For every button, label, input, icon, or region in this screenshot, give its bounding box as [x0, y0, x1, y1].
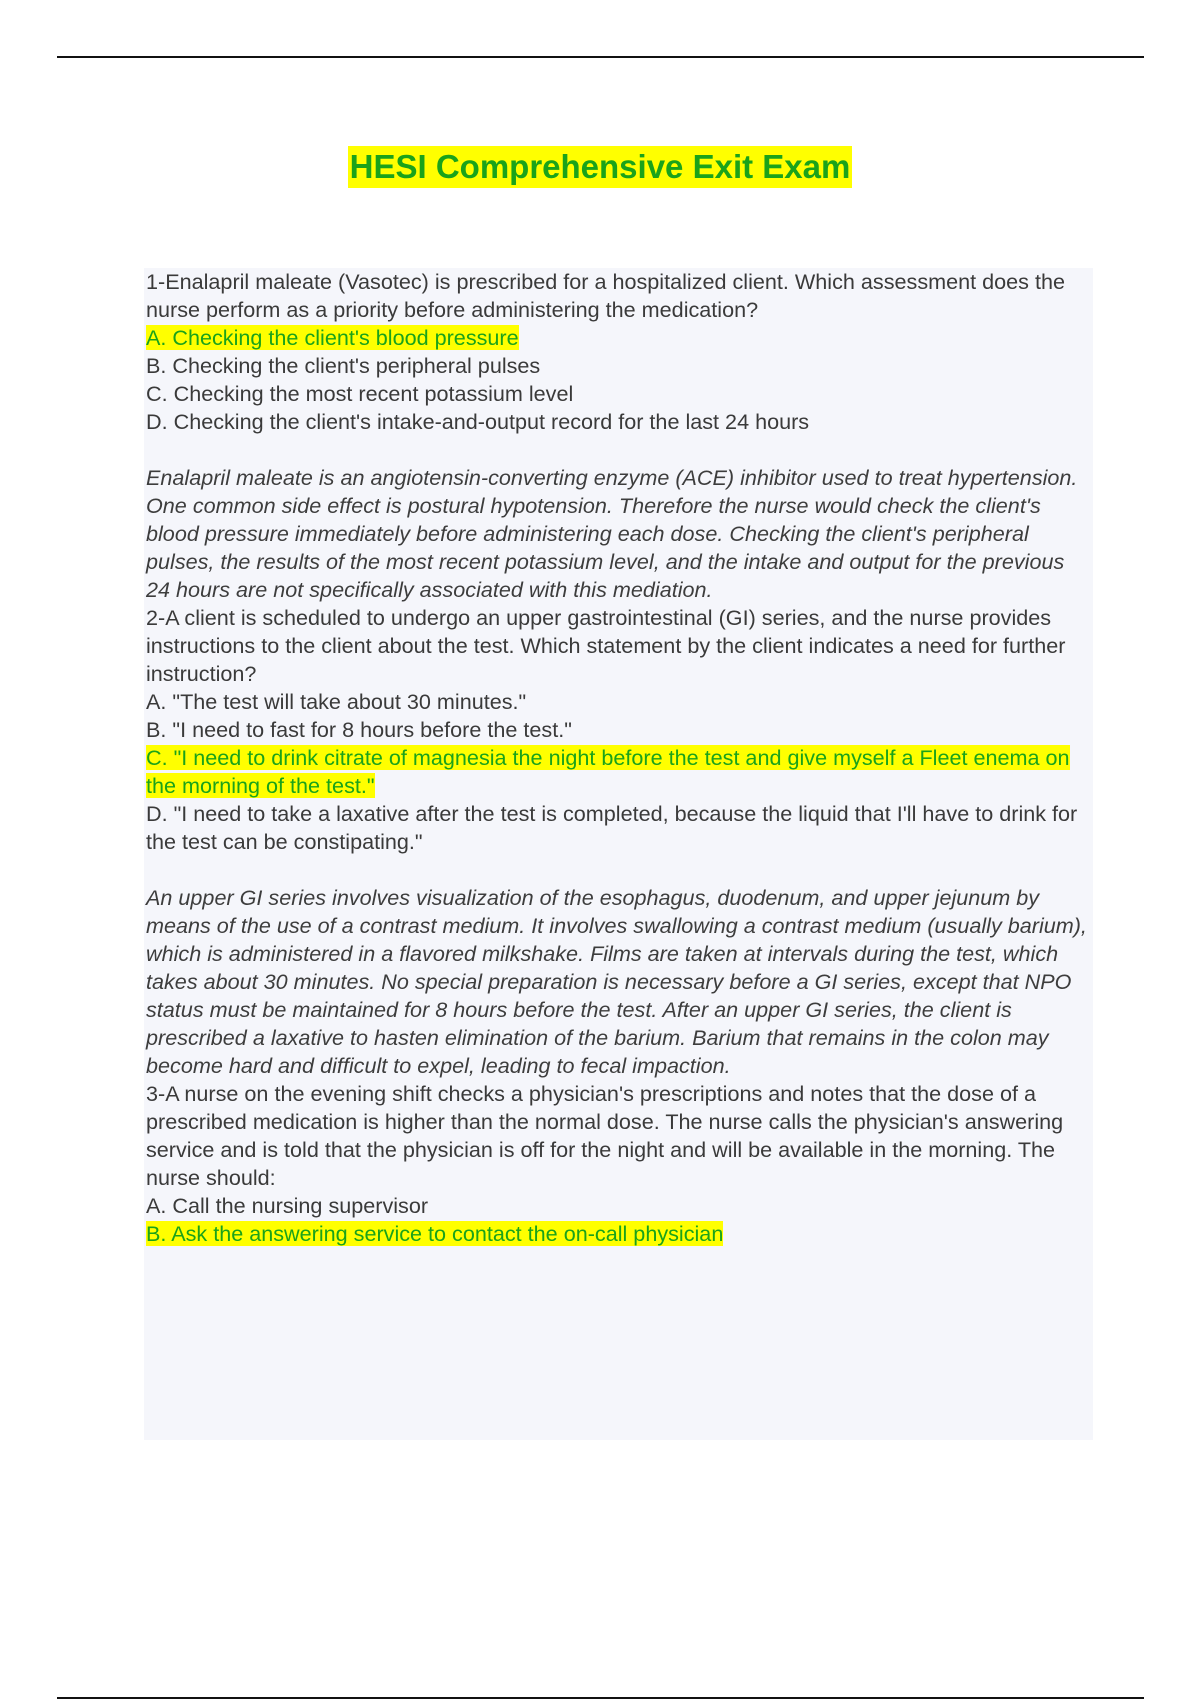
page-title: HESI Comprehensive Exit Exam	[348, 146, 853, 188]
question-1-stem: 1-Enalapril maleate (Vasotec) is prescribed for a hospitalized client. Which assessment does the nurse perform as a priority before administering the medication?	[146, 269, 1065, 322]
document-content	[144, 268, 1093, 1440]
question-3-option-a: A. Call the nursing supervisor	[146, 1193, 429, 1218]
question-3-option-b	[146, 1220, 1091, 1248]
answer-highlight: C. "I need to drink citrate of magnesia the night before the test and give myself a Fleet enema on the morning of the test."	[146, 745, 1070, 798]
question-1-rationale: Enalapril maleate is an angiotensin-converting enzyme (ACE) inhibitor used to treat hypertension. One common side effect is postural hypotension. Therefore the nurse would check the client's blood pressure immediately before administering each dose. Checking the client's peripheral pulses, the results of the most recent potassium level, and the intake and output for the previous 24 hours are not specifically associated with this mediation.	[146, 465, 1078, 602]
question-2-stem: 2-A client is scheduled to undergo an upper gastrointestinal (GI) series, and the nurse provides instructions to the client about the test. Which statement by the client indicates a need for further instruction?	[146, 605, 1066, 686]
question-1-option-a	[146, 324, 1091, 352]
question-1-options	[146, 324, 1091, 436]
answer-highlight: A. Checking the client's blood pressure	[146, 325, 519, 350]
question-3-options	[146, 1192, 1091, 1248]
question-2-option-c	[146, 744, 1091, 800]
question-1-option-b: B. Checking the client's peripheral pulses	[146, 353, 541, 378]
question-2-option-b: B. "I need to fast for 8 hours before the test."	[146, 717, 572, 742]
answer-highlight: B. Ask the answering service to contact the on-call physician	[146, 1221, 724, 1246]
bottom-rule	[57, 1697, 1144, 1699]
title-container	[0, 146, 1200, 188]
question-1-option-c: C. Checking the most recent potassium level	[146, 381, 574, 406]
question-2-option-a: A. "The test will take about 30 minutes."	[146, 689, 527, 714]
question-2-option-d: D. "I need to take a laxative after the test is completed, because the liquid that I'll have to drink for the test can be constipating."	[146, 801, 1078, 854]
question-2-options	[146, 688, 1091, 856]
question-2-rationale: An upper GI series involves visualization of the esophagus, duodenum, and upper jejunum by means of the use of a contrast medium. It involves swallowing a contrast medium (usually barium), which is administered in a flavored milkshake. Films are taken at intervals during the test, which takes about 30 minutes. No special preparation is necessary before a GI series, except that NPO status must be maintained for 8 hours before the test. After an upper GI series, the client is prescribed a laxative to hasten elimination of the barium. Barium that remains in the colon may become hard and difficult to expel, leading to fecal impaction.	[146, 885, 1087, 1078]
question-3-stem: 3-A nurse on the evening shift checks a physician's prescriptions and notes that the dose of a prescribed medication is higher than the normal dose. The nurse calls the physician's answering service and is told that the physician is off for the night and will be available in the morning. The nurse should:	[146, 1081, 1064, 1190]
question-1-option-d: D. Checking the client's intake-and-output record for the last 24 hours	[146, 409, 810, 434]
top-rule	[57, 56, 1144, 58]
